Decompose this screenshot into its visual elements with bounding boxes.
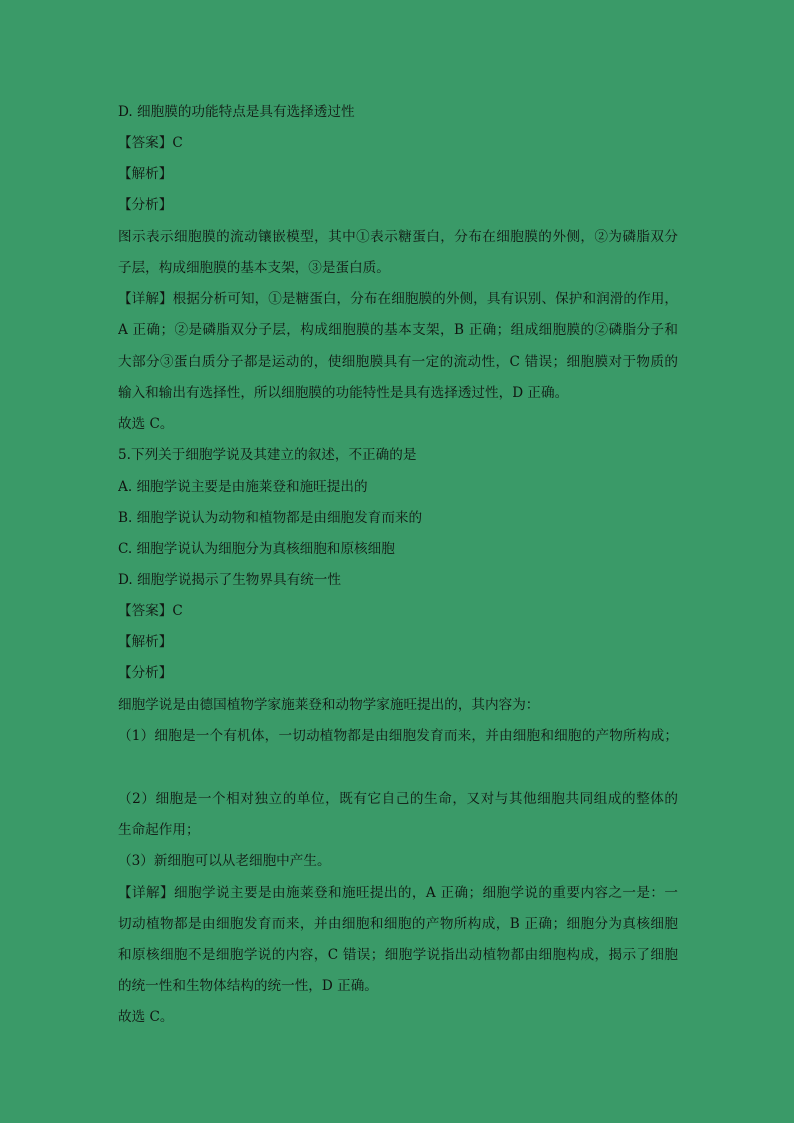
analysis-text: 子层，构成细胞膜的基本支架，③是蛋白质。 [118, 260, 390, 276]
detail-text: 大部分③蛋白质分子都是运动的，使细胞膜具有一定的流动性，C 错误；细胞膜对于物质的 [118, 354, 678, 370]
option-d-line: D. 细胞学说揭示了生物界具有统一性 [118, 572, 341, 588]
answer-label: 【答案】C [118, 135, 183, 151]
analysis-label: 【分析】 [118, 665, 173, 681]
analysis-point-1: （1）细胞是一个有机体，一切动植物都是由细胞发育而来，并由细胞和细胞的产物所构成； [118, 728, 678, 744]
analysis-text: 图示表示细胞膜的流动镶嵌模型，其中①表示糖蛋白，分布在细胞膜的外侧，②为磷脂双分 [118, 229, 678, 245]
detail-text: 的统一性和生物体结构的统一性，D 正确。 [118, 978, 378, 994]
detail-text: 输入和输出有选择性，所以细胞膜的功能特性是具有选择透过性，D 正确。 [118, 385, 569, 401]
option-d-line: D. 细胞膜的功能特点是具有选择透过性 [118, 104, 355, 120]
detail-text: 【详解】根据分析可知，①是糖蛋白，分布在细胞膜的外侧，具有识别、保护和润滑的作用， [118, 291, 678, 307]
answer-label: 【答案】C [118, 603, 183, 619]
analysis-point-3: （3）新细胞可以从老细胞中产生。 [118, 853, 331, 869]
detail-text: A 正确；②是磷脂双分子层，构成细胞膜的基本支架，B 正确；组成细胞膜的②磷脂分子和 [118, 322, 678, 338]
option-b-line: B. 细胞学说认为动物和植物都是由细胞发育而来的 [118, 510, 423, 526]
analysis-point-2: （2）细胞是一个相对独立的单位，既有它自己的生命，又对与其他细胞共同组成的整体的 [118, 791, 678, 807]
detail-text: 和原核细胞不是细胞学说的内容，C 错误；细胞学说指出动植物都由细胞构成，揭示了细胞 [118, 947, 678, 963]
analysis-point-2: 生命起作用； [118, 822, 200, 838]
conclusion-text: 故选 C。 [118, 416, 174, 432]
detail-text: 【详解】细胞学说主要是由施莱登和施旺提出的，A 正确；细胞学说的重要内容之一是：一 [118, 885, 678, 901]
option-a-line: A. 细胞学说主要是由施莱登和施旺提出的 [118, 479, 368, 495]
detail-text: 切动植物都是由细胞发育而来，并由细胞和细胞的产物所构成，B 正确；细胞分为真核细胞 [118, 916, 678, 932]
question-stem: 5.下列关于细胞学说及其建立的叙述，不正确的是 [118, 447, 417, 463]
explanation-label: 【解析】 [118, 166, 173, 182]
option-c-line: C. 细胞学说认为细胞分为真核细胞和原核细胞 [118, 541, 395, 557]
analysis-label: 【分析】 [118, 197, 173, 213]
explanation-label: 【解析】 [118, 634, 173, 650]
analysis-text: 细胞学说是由德国植物学家施莱登和动物学家施旺提出的，其内容为： [118, 697, 540, 713]
conclusion-text: 故选 C。 [118, 1009, 174, 1025]
